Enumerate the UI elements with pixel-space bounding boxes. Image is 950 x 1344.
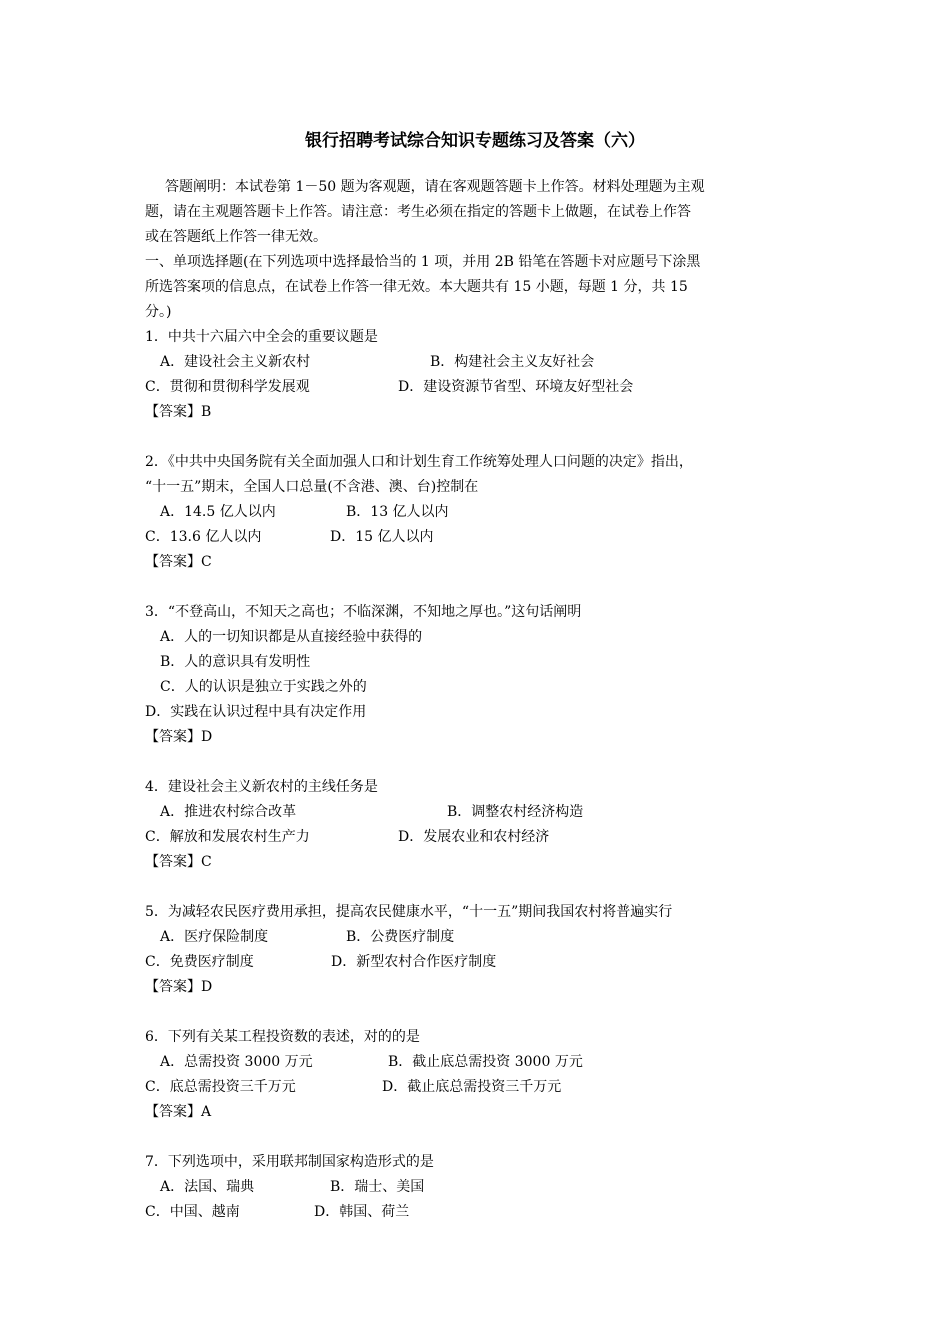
option-d: D．截止底总需投资三千万元 xyxy=(382,1079,562,1095)
option-b: B．瑞士、美国 xyxy=(330,1179,425,1195)
option-c: C．解放和发展农村生产力 xyxy=(145,829,310,845)
document-title: 银行招聘考试综合知识专题练习及答案（六） xyxy=(305,131,645,151)
option-a: A．医疗保险制度 xyxy=(160,929,269,945)
spacer xyxy=(145,575,810,600)
option-row xyxy=(145,1200,810,1225)
option-d: D．发展农业和农村经济 xyxy=(398,829,550,845)
option-row xyxy=(145,1050,810,1075)
option-b: B．调整农村经济构造 xyxy=(447,804,584,820)
option-b: B．构建社会主义友好社会 xyxy=(430,354,595,370)
question-stem: 4．建设社会主义新农村的主线任务是 xyxy=(145,779,378,795)
section-heading: 所选答案项的信息点，在试卷上作答一律无效。本大题共有 15 小题，每题 1 分，共 15 xyxy=(145,279,688,295)
spacer xyxy=(145,875,810,900)
question-stem: 5．为减轻农民医疗费用承担，提高农民健康水平，“十一五”期间我国农村将普遍实行 xyxy=(145,904,673,920)
option-c: C．中国、越南 xyxy=(145,1204,240,1220)
intro-line: 题，请在主观题答题卡上作答。请注意：考生必须在指定的答题卡上做题，在试卷上作答 xyxy=(145,204,691,220)
option-a: A．推进农村综合改革 xyxy=(160,804,297,820)
option-c: C．免费医疗制度 xyxy=(145,954,254,970)
option-b: B．截止底总需投资 3000 万元 xyxy=(388,1054,583,1070)
question-stem: 2．《中共中央国务院有关全面加强人口和计划生育工作统筹处理人口问题的决定》指出， xyxy=(145,454,693,470)
option-row xyxy=(145,525,810,550)
option-c: C．13.6 亿人以内 xyxy=(145,529,262,545)
option-a: A．人的一切知识都是从直接经验中获得的 xyxy=(160,629,423,645)
answer: 【答案】B xyxy=(145,404,212,420)
option-b: B．13 亿人以内 xyxy=(346,504,449,520)
option-row xyxy=(145,800,810,825)
option-d: D．韩国、荷兰 xyxy=(314,1204,410,1220)
question-stem: 3．“不登高山，不知天之高也；不临深渊，不知地之厚也。”这句话阐明 xyxy=(145,604,582,620)
option-row xyxy=(145,950,810,975)
option-c: C．底总需投资三千万元 xyxy=(145,1079,296,1095)
option-b: B．公费医疗制度 xyxy=(346,929,455,945)
option-a: A．法国、瑞典 xyxy=(160,1179,255,1195)
option-row xyxy=(145,1175,810,1200)
answer: 【答案】A xyxy=(145,1104,212,1120)
option-row xyxy=(145,500,810,525)
spacer xyxy=(145,425,810,450)
option-row xyxy=(145,375,810,400)
option-b: B．人的意识具有发明性 xyxy=(160,654,311,670)
answer: 【答案】C xyxy=(145,554,212,570)
answer: 【答案】D xyxy=(145,729,213,745)
option-row xyxy=(145,1075,810,1100)
option-d: D．实践在认识过程中具有决定作用 xyxy=(145,704,367,720)
document-body xyxy=(145,175,810,1225)
question-stem: “十一五”期末，全国人口总量(不含港、澳、台)控制在 xyxy=(145,479,479,495)
option-row xyxy=(145,925,810,950)
option-a: A．14.5 亿人以内 xyxy=(160,504,276,520)
question-stem: 1．中共十六届六中全会的重要议题是 xyxy=(145,329,378,345)
option-row xyxy=(145,350,810,375)
answer: 【答案】C xyxy=(145,854,212,870)
question-stem: 7．下列选项中，采用联邦制国家构造形式的是 xyxy=(145,1154,434,1170)
intro-line: 或在答题纸上作答一律无效。 xyxy=(145,229,327,245)
spacer xyxy=(145,1000,810,1025)
section-heading: 一、单项选择题(在下列选项中选择最恰当的 1 项，并用 2B 铅笔在答题卡对应题号下涂黑 xyxy=(145,254,701,270)
option-c: C．贯彻和贯彻科学发展观 xyxy=(145,379,310,395)
option-a: A．总需投资 3000 万元 xyxy=(160,1054,313,1070)
question-stem: 6．下列有关某工程投资数的表述，对的的是 xyxy=(145,1029,420,1045)
option-d: D．新型农村合作医疗制度 xyxy=(331,954,497,970)
intro-line: 答题阐明：本试卷第 1－50 题为客观题，请在客观题答题卡上作答。材料处理题为主观 xyxy=(165,179,705,195)
spacer xyxy=(145,750,810,775)
option-d: D．15 亿人以内 xyxy=(330,529,434,545)
section-heading: 分。) xyxy=(145,304,172,320)
option-row xyxy=(145,825,810,850)
option-c: C．人的认识是独立于实践之外的 xyxy=(160,679,367,695)
option-d: D．建设资源节省型、环境友好型社会 xyxy=(398,379,634,395)
answer: 【答案】D xyxy=(145,979,213,995)
spacer xyxy=(145,1125,810,1150)
option-a: A．建设社会主义新农村 xyxy=(160,354,311,370)
